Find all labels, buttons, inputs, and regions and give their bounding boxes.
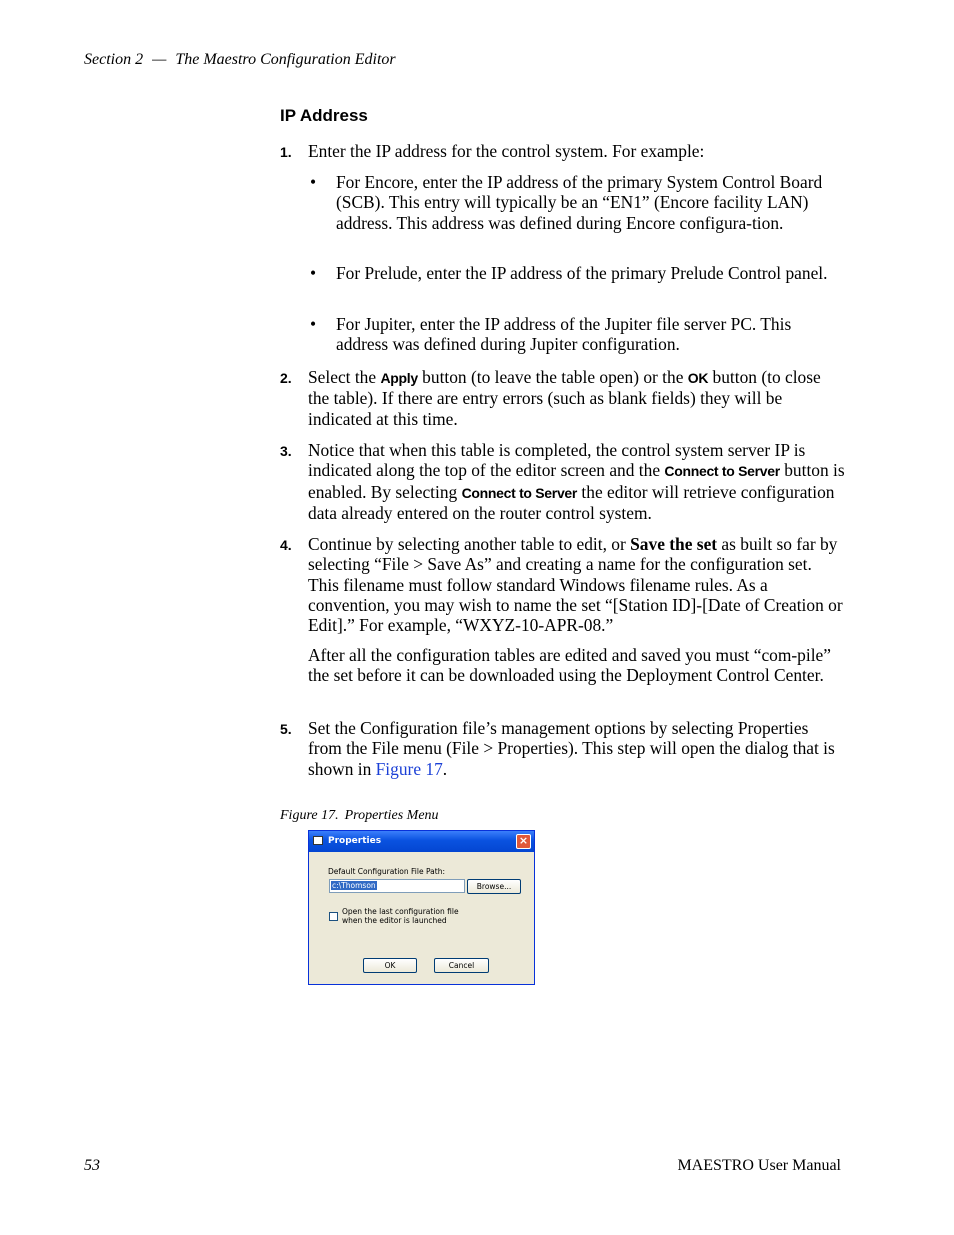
bullet-mark: • [310, 263, 317, 283]
path-label: Default Configuration File Path: [328, 867, 445, 876]
dialog-titlebar [309, 831, 534, 852]
step-number: 1. [280, 144, 292, 160]
bullet-text: For Prelude, enter the IP address of the primary Prelude Control panel. [336, 263, 828, 283]
properties-dialog [308, 830, 535, 985]
open-last-file-checkbox[interactable] [329, 912, 338, 921]
running-header [84, 51, 396, 69]
figure-title: Properties Menu [344, 808, 439, 823]
step-1 [280, 141, 845, 161]
step-2 [280, 367, 845, 429]
step-text: button is enabled. By selecting [308, 460, 845, 502]
section-heading: IP Address [280, 106, 368, 125]
config-path-input[interactable] [329, 879, 465, 893]
bullet-text: For Jupiter, enter the IP address of the Jupiter file server PC. This address was defined during Jupiter configuration. [336, 314, 792, 355]
step-text: Notice that when this table is completed, the control system server IP is indicated along the top of the editor screen and the [308, 440, 806, 481]
page-number: 53 [84, 1157, 100, 1174]
step-text: button (to close the table). If there are entry errors (such as blank fields) they will be indicated at this time. [308, 367, 821, 429]
browse-button[interactable]: Browse... [467, 879, 521, 894]
window-icon [313, 836, 323, 845]
step-text: After all the configuration tables are edited and saved you must “com-pile” the set before it can be downloaded using the Deployment Control Center. [308, 645, 831, 686]
close-icon[interactable]: × [516, 834, 531, 849]
step-number: 4. [280, 537, 292, 553]
header-dash: — [152, 51, 167, 68]
connect-to-server-ref: Connect to Server [664, 463, 780, 480]
figure-17-link[interactable]: Figure 17 [375, 758, 443, 779]
header-section: Section 2 [84, 51, 144, 68]
step-4 [280, 534, 845, 635]
bullet-encore [280, 172, 845, 233]
step-5 [280, 718, 845, 779]
figure-label: Figure 17. [280, 808, 339, 823]
header-chapter: The Maestro Configuration Editor [175, 51, 396, 68]
dialog-title: Properties [328, 836, 382, 846]
step-text: . [442, 758, 448, 779]
checkbox-label-line2: when the editor is launched [342, 916, 447, 925]
step-number: 5. [280, 721, 292, 737]
manual-title: MAESTRO User Manual [677, 1157, 841, 1174]
step-text: as built so far by selecting “File > Save As” and creating a name for the configuration set. This filename must follow standard Windows filename rules. As a convention, you may wish to name the set “[Station ID]-[Date of Creation or Edit].” For example, “WXYZ-10-APR-08.” [308, 534, 843, 636]
step-text: the editor will retrieve configuration data already entered on the router control system. [308, 481, 835, 523]
ok-button-ref: OK [687, 370, 709, 386]
step-text: Select the [308, 367, 381, 387]
step-number: 2. [280, 370, 292, 386]
apply-button-ref: Apply [380, 370, 418, 386]
ok-button[interactable]: OK [363, 958, 417, 973]
bullet-mark: • [310, 172, 317, 192]
cancel-button[interactable]: Cancel [434, 958, 489, 973]
step-text: Continue by selecting another table to edit, or [308, 534, 631, 554]
step-number: 3. [280, 443, 292, 459]
path-value: c:\Thomson [332, 881, 376, 890]
figure-caption [280, 808, 439, 824]
step-3 [280, 440, 845, 523]
checkbox-label-line1: Open the last configuration file [342, 907, 459, 916]
step-text: Enter the IP address for the control system. For example: [308, 141, 705, 161]
step-4-paragraph-2 [280, 645, 845, 686]
bullet-mark: • [310, 314, 317, 334]
step-text: Set the Configuration file’s management options by selecting Properties from the File menu (File > Properties). This step will open the dialog that is shown in [308, 718, 835, 779]
bullet-prelude [280, 263, 845, 283]
step-text: button (to leave the table open) or the [417, 367, 688, 387]
save-the-set-emphasis: Save the set [630, 534, 718, 554]
connect-to-server-ref: Connect to Server [461, 484, 578, 501]
bullet-jupiter [280, 314, 845, 355]
bullet-text: For Encore, enter the IP address of the primary System Control Board (SCB). This entry will typically be an “EN1” (Encore facility LAN) address. This address was defined during Encore configura-tion. [336, 172, 823, 233]
